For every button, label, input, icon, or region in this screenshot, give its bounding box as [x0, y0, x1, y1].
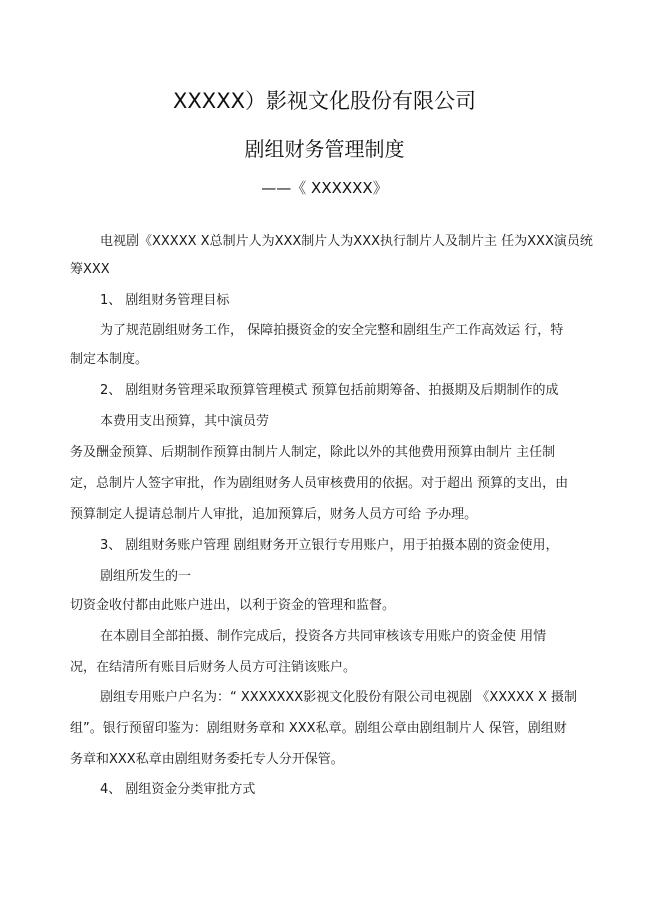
body-line: 筹XXX: [70, 262, 110, 277]
section-heading-4: 4、 剧组资金分类审批方式: [100, 782, 256, 797]
body-line: 务章和XXX私章由剧组财务委托专人分开保管。: [70, 752, 344, 767]
body-line: 切资金收付都由此账户进出，以利于资金的管理和监督。: [70, 598, 396, 613]
body-line: 定，总制片人签字审批，作为剧组财务人员审核费用的依据。对于超出 预算的支出，由: [70, 476, 569, 491]
document-subtitle: ——《 XXXXXX》: [261, 179, 388, 197]
body-line: 剧组专用账户户名为：“ XXXXXXX影视文化股份有限公司电视剧 《XXXXX X 摄制: [100, 690, 578, 705]
body-line: 组”。银行预留印鉴为：剧组财务章和 XXX私章。剧组公章由剧组制片人 保管，剧组财: [70, 721, 567, 736]
section-heading-2: 2、 剧组财务管理采取预算管理模式 预算包括前期筹备、拍摄期及后期制作的成: [100, 383, 559, 398]
body-line: 剧组所发生的一: [100, 569, 192, 584]
body-line: 况，在结清所有账目后财务人员方可注销该账户。: [70, 660, 357, 675]
document-title: 剧组财务管理制度: [244, 137, 405, 161]
section-heading-1: 1、 剧组财务管理目标: [100, 293, 230, 308]
body-line: 为了规范剧组财务工作， 保障拍摄资金的安全完整和剧组生产工作高效运 行，特: [100, 323, 564, 338]
body-line: 电视剧《XXXXX X总制片人为XXX制片人为XXX执行制片人及制片主 任为XXX演员统: [100, 234, 593, 249]
body-line: 制定本制度。: [70, 352, 149, 367]
body-line: 在本剧目全部拍摄、制作完成后，投资各方共同审核该专用账户的资金使 用情: [100, 629, 547, 644]
body-line: 预算制定人提请总制片人审批，追加预算后，财务人员方可给 予办理。: [70, 507, 478, 522]
body-line: 务及酬金预算、后期制作预算由制片人制定，除此以外的其他费用预算由制片 主任制: [70, 445, 556, 460]
body-line: 本费用支出预算，其中演员劳: [100, 414, 270, 429]
company-title: XXXXX）影视文化股份有限公司: [173, 89, 476, 113]
section-heading-3: 3、 剧组财务账户管理 剧组财务开立银行专用账户，用于拍摄本剧的资金使用，: [100, 538, 559, 553]
